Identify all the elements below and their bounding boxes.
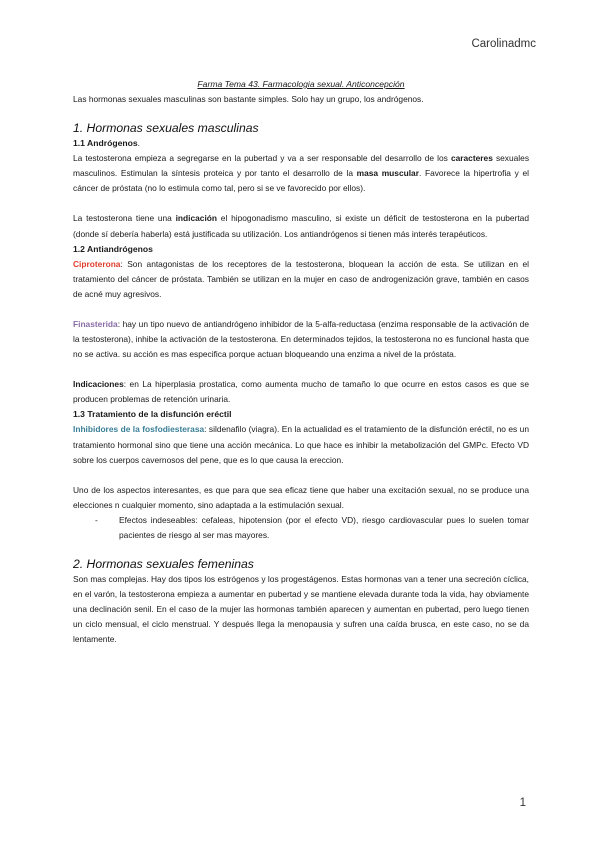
text-run: sexuales masculinos. Estimulan la síntesis proteica y por tanto el desarrollo de la bbox=[73, 153, 530, 179]
bold-caracteres: caracteres bbox=[450, 153, 493, 164]
page-number: 1 bbox=[519, 797, 526, 809]
indicaciones-paragraph bbox=[73, 377, 529, 407]
text-run: La testosterona empieza a segregarse en la pubertad y va a ser responsable del desarrollo de los bbox=[73, 153, 451, 164]
inhibidores-term: Inhibidores de la fosfodiesterasa bbox=[73, 424, 205, 435]
subsection-1-1-heading-suffix: . bbox=[137, 138, 141, 149]
text-run: : hay un tipo nuevo de antiandrógeno inhibidor de la 5-alfa-reductasa (enzima responsable de la activación de la testosterona), inhibe la activación de la testosterona. En determinados tejidos, la testosterona no es funcional hasta que no se activa. su acción es mas especifica porque actuan bloqueando una enzima a nivel de la próstata. bbox=[73, 318, 529, 360]
intro-paragraph: Las hormonas sexuales masculinas son bastante simples. Solo hay un grupo, los andrógenos. bbox=[73, 94, 424, 105]
finasterida-term: Finasterida bbox=[73, 318, 118, 329]
hormonas-femeninas-paragraph: Son mas complejas. Hay dos tipos los estrógenos y los progestágenos. Estas hormonas van a tener una secreción cíclica, en el varón, la testosterona empieza a aumentar en pubertad y se mantiene elevada durante toda la vida, hay obviamente una declinación senil. En el caso de la mujer las hormonas también aparecen y aumentan en pubertad, pero luego tienen un ciclo mensual, el ciclo menstrual. Y después llega la menopausia y sufren una caída brusca, en este caso, no se da lentamente. bbox=[73, 574, 529, 645]
bold-masa-muscular: masa muscular bbox=[356, 168, 419, 179]
subsection-1-1-heading-text: 1.1 Andrógenos bbox=[73, 138, 138, 149]
subsection-1-2-heading: 1.2 Antiandrógenos bbox=[73, 243, 153, 254]
bold-indicacion: indicación bbox=[175, 213, 218, 224]
document-title: Farma Tema 43. Farmacologia sexual. Anticoncepción bbox=[197, 79, 405, 89]
text-run: : Son antagonistas de los receptores de la testosterona, bloquean la acción de esta. Se utilizan en el tratamiento del cáncer de próstata. También se utilizan en la mujer en caso de androgenización grave, también en casos de acné muy agresivos. bbox=[73, 258, 529, 299]
author-name: Carolinadmc bbox=[471, 38, 536, 50]
androgenos-paragraph-2 bbox=[73, 211, 529, 241]
list-item-text: Efectos indeseables: cefaleas, hipotension (por el efecto VD), riesgo cardiovascular pues lo suelen tomar pacientes de riesgo al ser mas mayores. bbox=[119, 514, 529, 540]
subsection-1-1-heading bbox=[73, 136, 529, 151]
document-body bbox=[73, 77, 529, 648]
dash-bullet: - bbox=[95, 514, 98, 525]
excitacion-paragraph: Uno de los aspectos interesantes, es que para que sea eficaz tiene que haber una excitación sexual, no se produce una elecciones n cualquier momento, sino adaptada a la estimulación sexual. bbox=[73, 484, 529, 510]
text-run: el hipogonadismo masculino, si existe un déficit de testosterona en la pubertad (donde sí debería haberla) está justificada su utilización. Los antiandrógenos si tienen más interés terapéuticos. bbox=[73, 213, 529, 239]
finasterida-paragraph bbox=[73, 317, 529, 362]
section-1-heading: 1. Hormonas sexuales masculinas bbox=[73, 121, 259, 136]
effects-list bbox=[73, 513, 529, 543]
list-item bbox=[95, 513, 529, 543]
section-2-heading: 2. Hormonas sexuales femeninas bbox=[73, 557, 254, 572]
indicaciones-term: Indicaciones bbox=[73, 379, 124, 390]
text-run: . Favorece la hipertrofia y el cáncer de próstata (no lo estimula como tal, pero si se ve favorecido por ellos). bbox=[73, 168, 529, 194]
ciproterona-term: Ciproterona bbox=[73, 258, 121, 269]
subsection-1-3-heading: 1.3 Tratamiento de la disfunción eréctil bbox=[73, 409, 232, 420]
text-run: : sildenafilo (viagra). En la actualidad es el tratamiento de la disfunción eréctil, no es un tratamiento hormonal sino que tiene una acción mecánica. Lo que hace es inhibir la metabolización del GMPc. Efecto VD sobre los cuerpos cavernosos del pene, que es lo que causa la ereccion. bbox=[73, 424, 529, 465]
ciproterona-paragraph bbox=[73, 257, 529, 302]
inhibidores-paragraph bbox=[73, 422, 529, 467]
text-run: La testosterona tiene una bbox=[73, 213, 176, 224]
text-run: : en La hiperplasia prostatica, como aumenta mucho de tamaño lo que ocurre en estos casos es que se producen problemas de retención urinaria. bbox=[73, 379, 529, 405]
androgenos-paragraph-1 bbox=[73, 151, 529, 196]
